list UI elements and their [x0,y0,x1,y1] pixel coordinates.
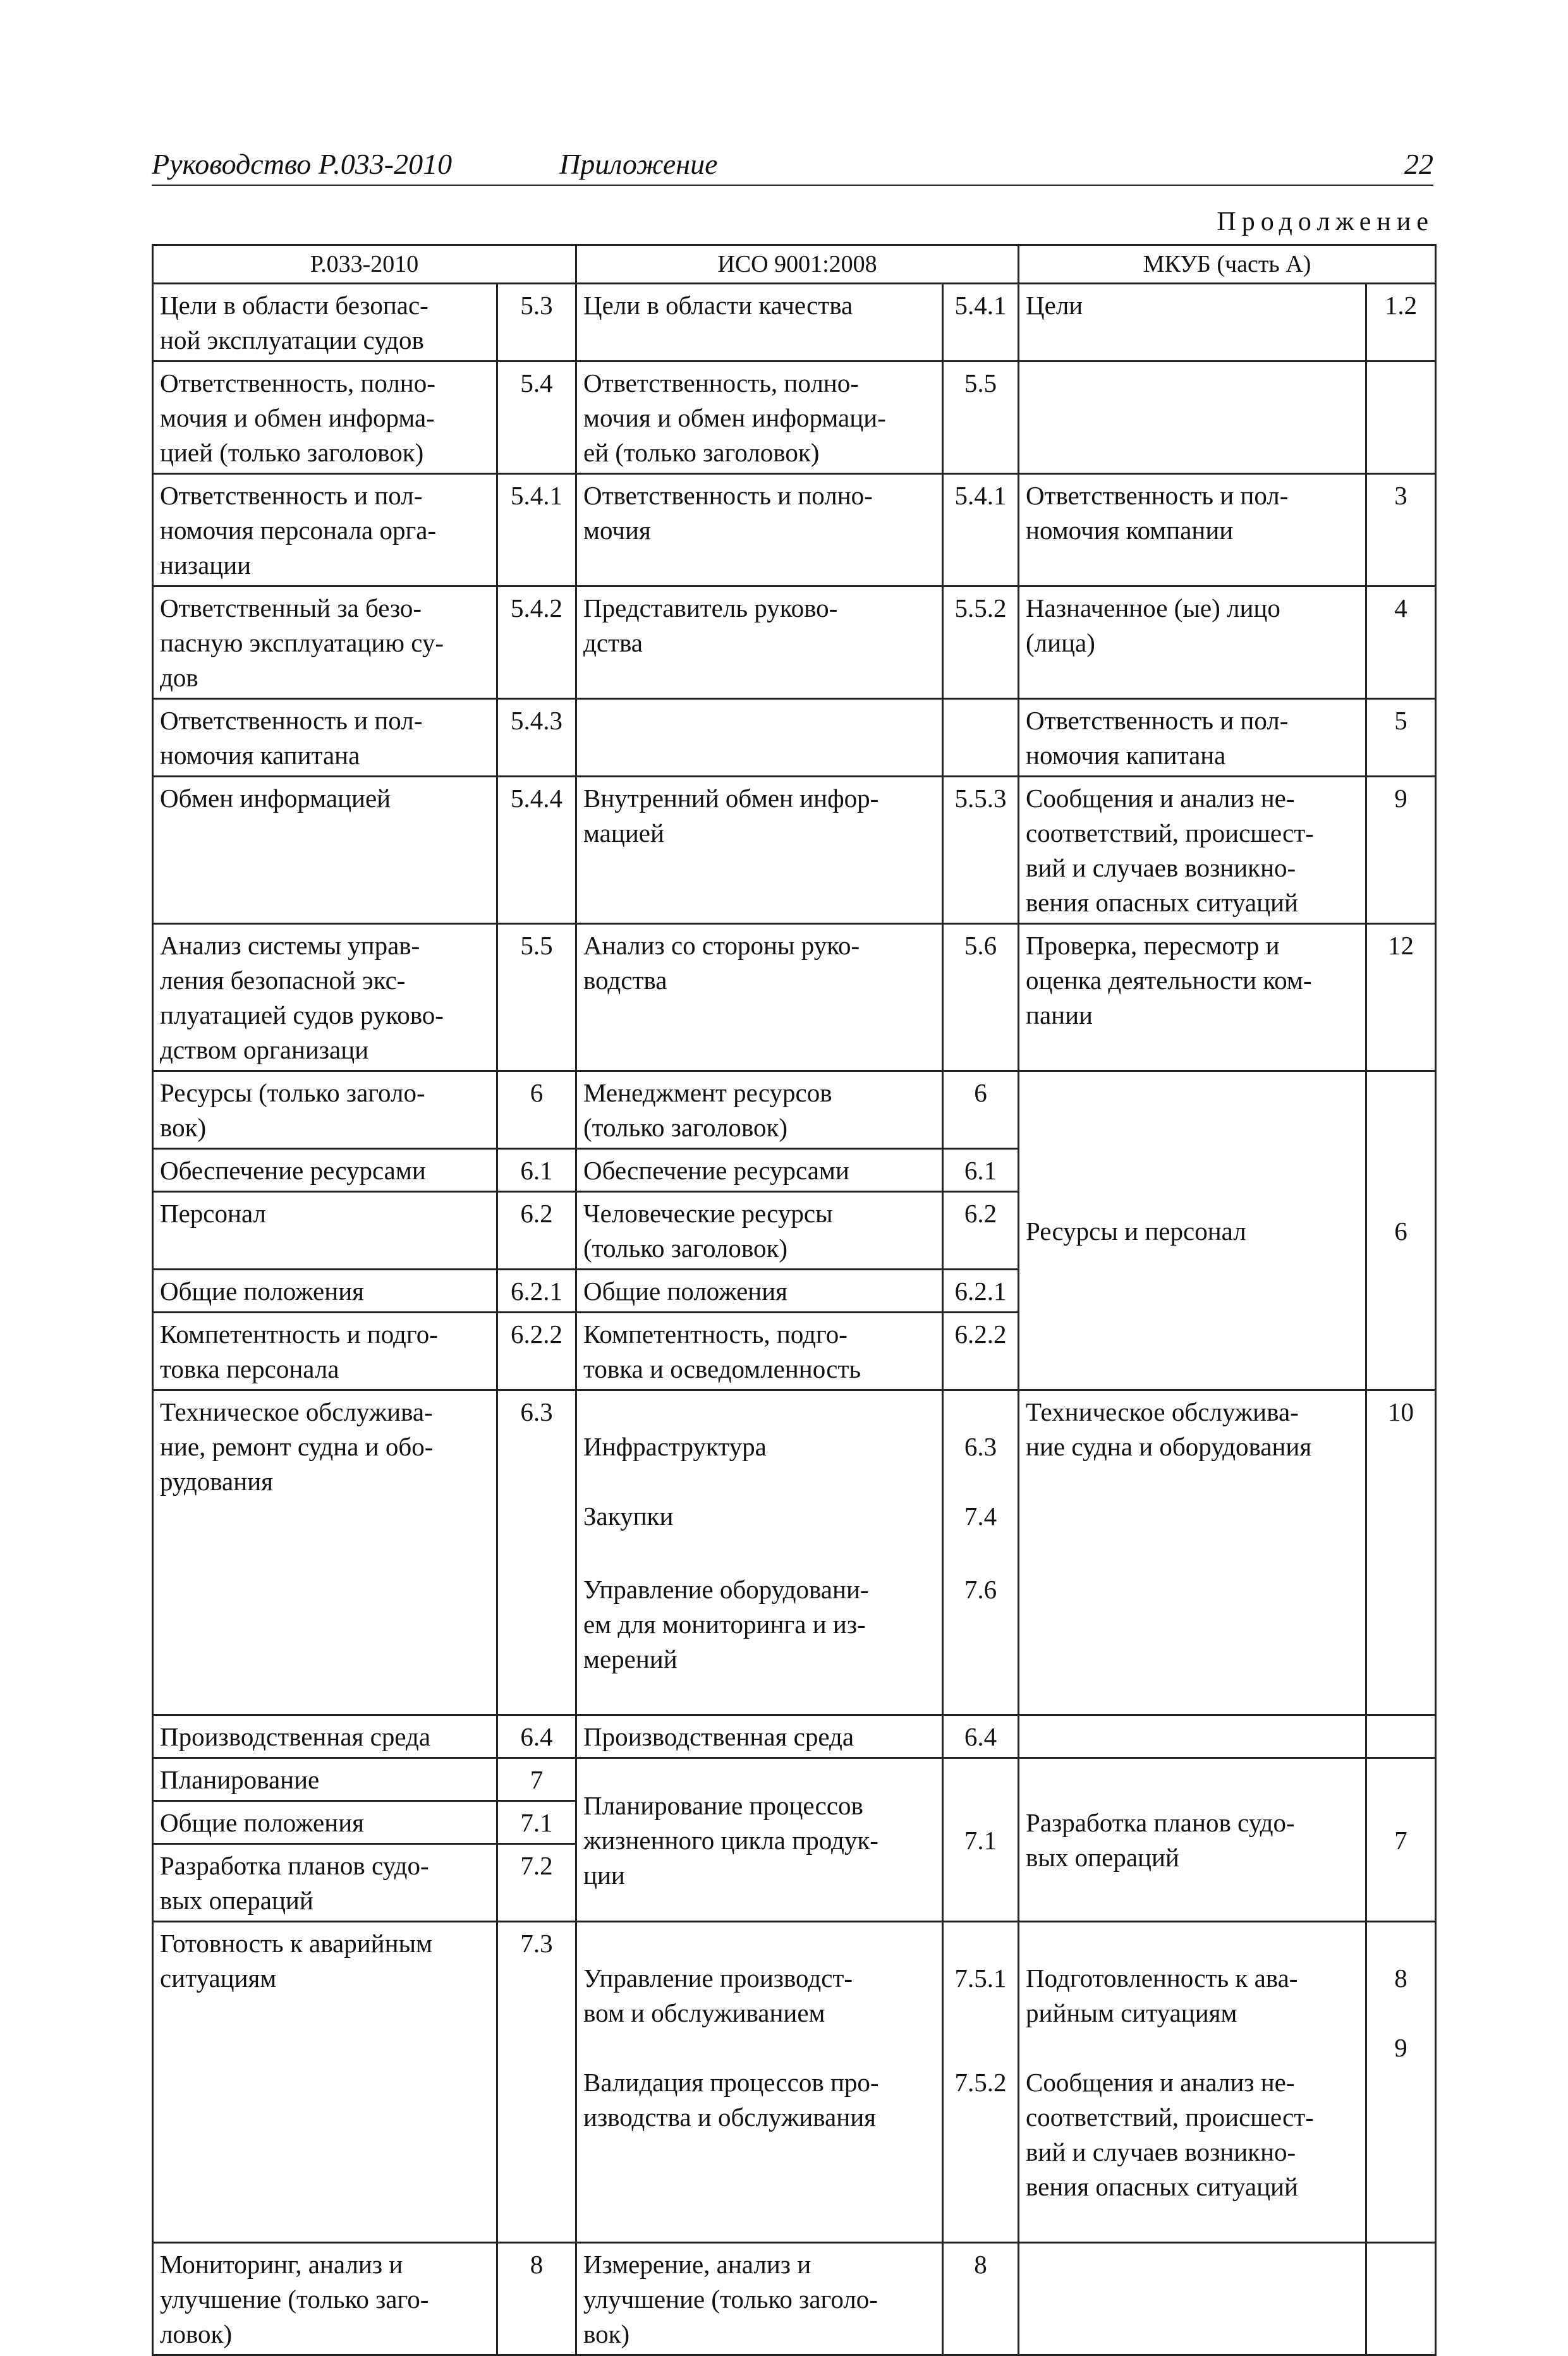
mkub-cell: Ответственность и пол- номочия компании [1019,474,1366,586]
iso-cell: Ответственность, полно- мочия и обмен информаци- ей (только заголовок) [576,361,943,474]
r-number: 6.1 [497,1149,576,1192]
r-number: 7.1 [497,1801,576,1844]
iso-cell: Компетентность, подго- товка и осведомленность [576,1313,943,1390]
mkub-number: 12 [1366,924,1436,1071]
mkub-number: 1.2 [1366,284,1436,361]
iso-number: 5.5 [943,361,1019,474]
table-row [153,699,1436,777]
column-header-mkub: МКУБ (часть А) [1019,245,1436,284]
iso-number-item: 7.5.1 [954,1964,1007,1993]
mkub-cell: Проверка, пересмотр и оценка деятельности ком- пании [1019,924,1366,1071]
continued-label: Продолжение [1217,207,1434,236]
page-number: 22 [1404,148,1433,180]
mkub-merged-cell: Ресурсы и персонал [1019,1071,1366,1390]
iso-cell [576,699,943,777]
iso-item: Управление оборудовани- ем для мониторинга и из- мерений [583,1575,869,1673]
section-title: Приложение [559,148,718,180]
r-cell: Ответственный за безо- пасную эксплуатацию су- дов [153,586,497,699]
r-cell: Планирование [153,1758,497,1801]
r-number: 7 [497,1758,576,1801]
mkub-cell: Назначенное (ые) лицо (лица) [1019,586,1366,699]
mkub-cell: Техническое обслужива- ние судна и оборудования [1019,1390,1366,1715]
iso-number: 5.5.3 [943,777,1019,924]
r-cell: Анализ системы управ- ления безопасной экс- плуатацией судов руково- дством организаци [153,924,497,1071]
mkub-cell [1019,2243,1366,2355]
r-cell: Персонал [153,1192,497,1270]
mkub-item: Подготовленность к ава- рийным ситуациям [1026,1964,1298,2027]
mkub-number [1366,1715,1436,1758]
r-number: 8 [497,2243,576,2355]
r-number: 6.4 [497,1715,576,1758]
table-row [153,586,1436,699]
iso-cell: Анализ со стороны руко- водства [576,924,943,1071]
iso-cell: Представитель руково- дства [576,586,943,699]
r-number: 6 [497,1071,576,1149]
table-row [153,1922,1436,2243]
mkub-merged-number: 7 [1366,1758,1436,1922]
r-number: 6.2.1 [497,1270,576,1313]
iso-number-item: 7.5.2 [954,2068,1007,2097]
iso-item: Валидация процессов про- изводства и обслуживания [583,2068,879,2132]
iso-number: 6 [943,1071,1019,1149]
table-row [153,1758,1436,1801]
r-cell: Производственная среда [153,1715,497,1758]
column-header-iso: ИСО 9001:2008 [576,245,1019,284]
iso-cell: Ответственность и полно- мочия [576,474,943,586]
r-cell: Ресурсы (только заголо- вок) [153,1071,497,1149]
iso-number: 5.4.1 [943,474,1019,586]
r-number: 7.3 [497,1922,576,2243]
r-cell: Мониторинг, анализ и улучшение (только заго- ловок) [153,2243,497,2355]
iso-number [943,1390,1019,1715]
iso-cell [576,1390,943,1715]
iso-merged-cell: Планирование процессов жизненного цикла продук- ции [576,1758,943,1922]
mkub-number: 4 [1366,586,1436,699]
iso-number: 6.2.2 [943,1313,1019,1390]
r-cell: Общие положения [153,1801,497,1844]
r-cell: Готовность к аварийным ситуациям [153,1922,497,2243]
iso-cell: Производственная среда [576,1715,943,1758]
table-row [153,924,1436,1071]
mkub-cell: Ответственность и пол- номочия капитана [1019,699,1366,777]
iso-number: 6.4 [943,1715,1019,1758]
r-cell: Общие положения [153,1270,497,1313]
iso-item: Закупки [583,1502,674,1531]
iso-cell: Человеческие ресурсы (только заголовок) [576,1192,943,1270]
r-number: 6.2.2 [497,1313,576,1390]
table-row [153,1715,1436,1758]
iso-number: 5.6 [943,924,1019,1071]
r-cell: Разработка планов судо- вых операций [153,1844,497,1922]
r-number: 5.4 [497,361,576,474]
r-cell: Ответственность, полно- мочия и обмен информа- цией (только заголовок) [153,361,497,474]
r-cell: Цели в области безопас- ной эксплуатации судов [153,284,497,361]
mkub-cell [1019,1715,1366,1758]
mkub-number: 5 [1366,699,1436,777]
table-row [153,361,1436,474]
iso-number-item: 6.3 [964,1432,997,1461]
r-cell: Техническое обслужива- ние, ремонт судна и обо- рудования [153,1390,497,1715]
mkub-number: 3 [1366,474,1436,586]
r-cell: Ответственность и пол- номочия персонала орга- низации [153,474,497,586]
r-number: 5.5 [497,924,576,1071]
r-cell: Обмен информацией [153,777,497,924]
mkub-cell: Сообщения и анализ не- соответствий, происшест- вий и случаев возникно- вения опасных ситуаций [1019,777,1366,924]
r-cell: Ответственность и пол- номочия капитана [153,699,497,777]
iso-cell: Цели в области качества [576,284,943,361]
iso-number-item: 7.4 [964,1502,997,1531]
r-number: 5.3 [497,284,576,361]
mkub-cell [1019,1922,1366,2243]
iso-number-item: 7.6 [964,1575,997,1604]
iso-merged-number: 7.1 [943,1758,1019,1922]
r-number: 7.2 [497,1844,576,1922]
iso-number: 5.5.2 [943,586,1019,699]
mkub-cell [1019,361,1366,474]
iso-item: Инфраструктура [583,1432,767,1461]
mkub-merged-number: 6 [1366,1071,1436,1390]
iso-number: 8 [943,2243,1019,2355]
iso-cell: Общие положения [576,1270,943,1313]
mkub-cell: Цели [1019,284,1366,361]
table-row [153,284,1436,361]
mkub-number-item: 8 [1394,1964,1407,1993]
iso-cell: Измерение, анализ и улучшение (только заголо- вок) [576,2243,943,2355]
column-header-r: Р.033-2010 [153,245,576,284]
document-title: Руководство Р.033-2010 [152,148,453,180]
page-header [152,140,1433,186]
table-row [153,2243,1436,2355]
r-number: 5.4.2 [497,586,576,699]
table-header-row [153,245,1436,284]
iso-cell: Менеджмент ресурсов (только заголовок) [576,1071,943,1149]
iso-item: Управление производст- вом и обслуживанием [583,1964,853,2027]
mkub-number: 9 [1366,777,1436,924]
table-row [153,474,1436,586]
r-number: 6.2 [497,1192,576,1270]
iso-number: 5.4.1 [943,284,1019,361]
mkub-merged-cell: Разработка планов судо- вых операций [1019,1758,1366,1922]
iso-cell: Обеспечение ресурсами [576,1149,943,1192]
mkub-item: Сообщения и анализ не- соответствий, происшест- вий и случаев возникно- вения опасных ситуаций [1026,2068,1314,2201]
iso-number [943,699,1019,777]
r-number: 6.3 [497,1390,576,1715]
table-row [153,1390,1436,1715]
iso-number [943,1922,1019,2243]
table-row [153,1071,1436,1149]
comparison-table [152,244,1437,2356]
r-number: 5.4.4 [497,777,576,924]
mkub-number [1366,1922,1436,2243]
mkub-number [1366,361,1436,474]
r-number: 5.4.3 [497,699,576,777]
iso-number: 6.1 [943,1149,1019,1192]
r-cell: Компетентность и подго- товка персонала [153,1313,497,1390]
iso-cell: Внутренний обмен инфор- мацией [576,777,943,924]
mkub-number-item: 9 [1394,2033,1407,2062]
r-cell: Обеспечение ресурсами [153,1149,497,1192]
mkub-number [1366,2243,1436,2355]
table-row [153,777,1436,924]
mkub-number: 10 [1366,1390,1436,1715]
r-number: 5.4.1 [497,474,576,586]
iso-number: 6.2 [943,1192,1019,1270]
iso-cell [576,1922,943,2243]
iso-number: 6.2.1 [943,1270,1019,1313]
